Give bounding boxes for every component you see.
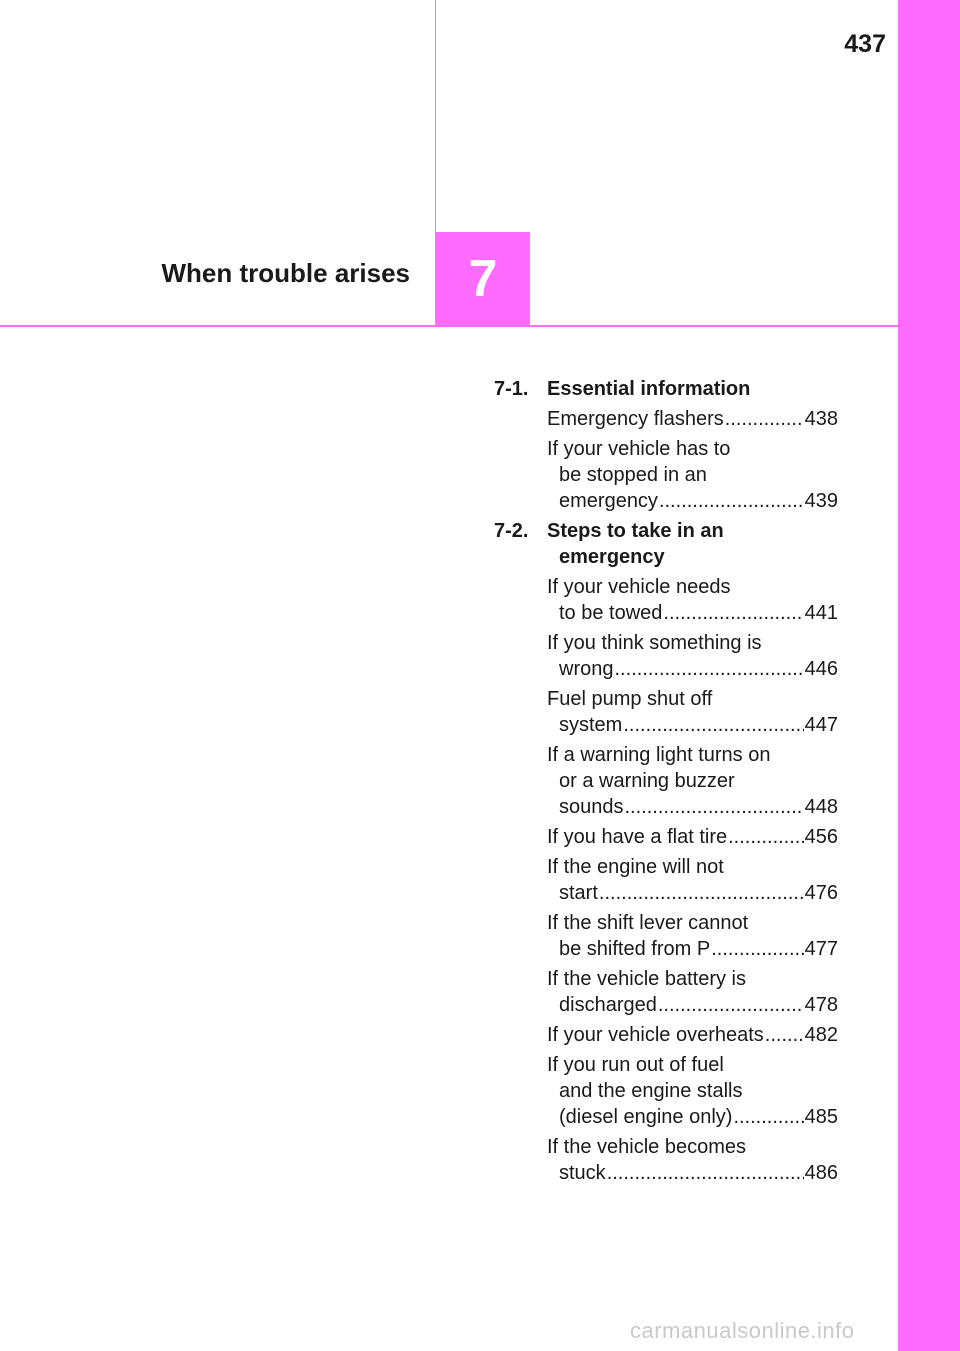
toc-dot-leader: [733, 1104, 803, 1130]
toc-entry-page: 446: [804, 658, 838, 680]
chapter-side-tab: [898, 0, 960, 1351]
toc-entry-line: [547, 600, 838, 626]
toc-entry-line: [547, 1134, 838, 1160]
toc-entry-line: [547, 992, 838, 1018]
toc-entry-page: 477: [804, 938, 838, 960]
toc-dot-leader: [765, 1022, 804, 1048]
toc-entry[interactable]: [547, 1052, 838, 1130]
toc-entry-line: [547, 462, 838, 488]
watermark: carmanualsonline.info: [630, 1318, 855, 1343]
page-number: 437: [844, 30, 886, 58]
toc-entry-text: sounds: [559, 796, 624, 818]
toc-entry-text: discharged: [559, 994, 657, 1016]
toc-entry-text: wrong: [559, 658, 614, 680]
toc-entry-text: and the engine stalls: [559, 1080, 743, 1102]
toc-entry-line: [547, 824, 838, 850]
toc-entry-text: If the shift lever cannot: [547, 912, 749, 934]
toc-dot-leader: [663, 600, 803, 626]
toc-entry[interactable]: [547, 910, 838, 962]
toc-entry-text: If your vehicle needs: [547, 576, 731, 598]
toc-dot-leader: [625, 794, 804, 820]
toc-entry-text: or a warning buzzer: [559, 770, 735, 792]
toc-dot-leader: [725, 406, 804, 432]
toc-entry[interactable]: [547, 742, 838, 820]
toc-dot-leader: [614, 656, 803, 682]
toc-entry-line: [547, 656, 838, 682]
toc-entry-line: [547, 1078, 838, 1104]
toc-entry-line: [547, 936, 838, 962]
toc-dot-leader: [728, 824, 804, 850]
toc-section-title-line: Steps to take in an: [547, 520, 724, 542]
toc-entry-line: [547, 794, 838, 820]
toc-entry-text: (diesel engine only): [559, 1106, 733, 1128]
toc-entry-text: If the vehicle battery is: [547, 968, 746, 990]
toc-entry-text: If the engine will not: [547, 856, 724, 878]
toc-entry-page: 447: [804, 714, 838, 736]
toc-entry-line: [547, 880, 838, 906]
toc-entry-line: [547, 1160, 838, 1186]
toc-entry[interactable]: [547, 630, 838, 682]
toc-entry-page: 476: [804, 882, 838, 904]
toc-entry-line: [547, 1104, 838, 1130]
toc-entry[interactable]: [547, 824, 838, 850]
toc-entry-page: 441: [804, 602, 838, 624]
toc-section-number: 7-2.: [494, 520, 529, 542]
toc-entry-text: start: [559, 882, 598, 904]
toc-dot-leader: [599, 880, 804, 906]
toc-section-title: [547, 518, 838, 570]
toc-entry-line: [547, 742, 838, 768]
toc-dot-leader: [658, 992, 804, 1018]
toc-entry-line: [547, 574, 838, 600]
toc-entry-page: 486: [804, 1162, 838, 1184]
toc-section-heading: [494, 376, 838, 402]
toc-entry-page: 485: [804, 1106, 838, 1128]
toc-entry-line: [547, 488, 838, 514]
toc-entry-text: emergency: [559, 490, 658, 512]
toc-entry-text: If the vehicle becomes: [547, 1136, 746, 1158]
chapter-title: When trouble arises: [161, 258, 410, 288]
toc-entry-text: If your vehicle has to: [547, 438, 731, 460]
toc-entry-page: 448: [804, 796, 838, 818]
toc-entry[interactable]: [547, 1134, 838, 1186]
toc-dot-leader: [607, 1160, 804, 1186]
toc-entry-page: 439: [804, 490, 838, 512]
toc-section-title-line: emergency: [559, 546, 665, 568]
toc-entry[interactable]: [547, 436, 838, 514]
toc-entry-page: 482: [804, 1024, 838, 1046]
toc-entry-page: 478: [804, 994, 838, 1016]
toc-entry-text: Fuel pump shut off: [547, 688, 713, 710]
toc-entry-line: [547, 966, 838, 992]
toc-entry-text: be shifted from P: [559, 938, 711, 960]
toc-entry-line: [547, 854, 838, 880]
toc-entry-line: [547, 1052, 838, 1078]
header-divider-horizontal: [0, 325, 898, 327]
toc-section-title-line: Essential information: [547, 378, 751, 400]
toc-dot-leader: [623, 712, 803, 738]
toc-dot-leader: [659, 488, 804, 514]
toc-entry-line: [547, 1022, 838, 1048]
toc-entry-text: If you think something is: [547, 632, 762, 654]
toc-entry-text: stuck: [559, 1162, 606, 1184]
toc-section-heading: [494, 518, 838, 570]
toc-entry[interactable]: [547, 966, 838, 1018]
toc-entry-line: [547, 910, 838, 936]
toc-entry-text: Emergency flashers: [547, 408, 724, 430]
toc-entry[interactable]: [547, 1022, 838, 1048]
toc-section-number: 7-1.: [494, 378, 529, 400]
toc-entry-line: [547, 768, 838, 794]
toc-entry-line: [547, 630, 838, 656]
chapter-number: 7: [468, 249, 498, 308]
toc-entry[interactable]: [547, 406, 838, 432]
toc-entry-line: [547, 436, 838, 462]
table-of-contents: [494, 372, 838, 1186]
toc-entry[interactable]: [547, 854, 838, 906]
toc-entry-text: be stopped in an: [559, 464, 707, 486]
toc-section-title: [547, 376, 838, 402]
toc-entry-line: [547, 686, 838, 712]
toc-dot-leader: [711, 936, 803, 962]
toc-entry-text: system: [559, 714, 623, 736]
toc-entry-line: [547, 406, 838, 432]
toc-entry-line: [547, 712, 838, 738]
toc-entry-text: to be towed: [559, 602, 663, 624]
toc-entry[interactable]: [547, 686, 838, 738]
toc-entry-text: If your vehicle overheats: [547, 1024, 764, 1046]
toc-entry[interactable]: [547, 574, 838, 626]
toc-entry-text: If you have a flat tire: [547, 826, 728, 848]
chapter-number-box: [436, 232, 530, 325]
toc-entry-page: 438: [804, 408, 838, 430]
toc-entry-text: If a warning light turns on: [547, 744, 771, 766]
toc-entry-text: If you run out of fuel: [547, 1054, 724, 1076]
toc-entry-page: 456: [804, 826, 838, 848]
